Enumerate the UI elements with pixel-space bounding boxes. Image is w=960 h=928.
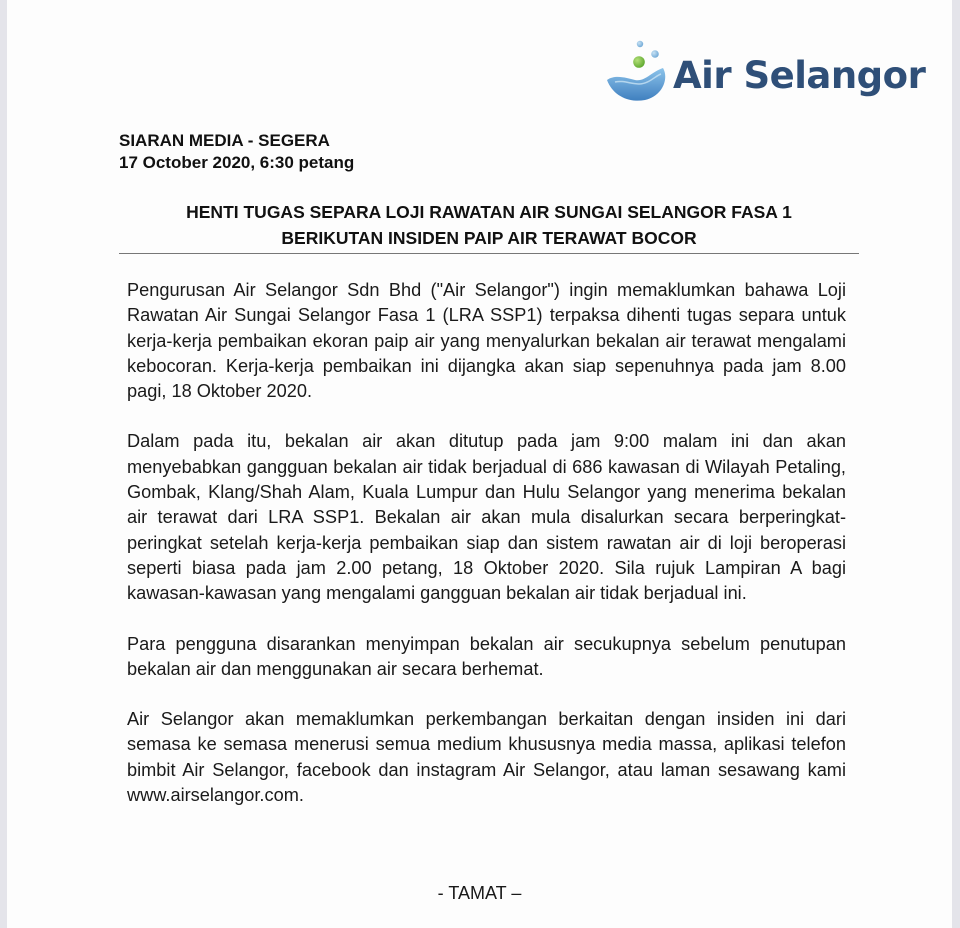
logo-text: Air Selangor — [673, 53, 926, 97]
headline-divider — [119, 253, 859, 254]
headline-line-1: HENTI TUGAS SEPARA LOJI RAWATAN AIR SUNGAI SELANGOR FASA 1 — [186, 202, 792, 222]
paragraph: Para pengguna disarankan menyimpan bekalan air secukupnya sebelum penutupan bekalan air dan menggunakan air secara berhemat. — [127, 633, 846, 679]
water-drop-logo-icon — [605, 38, 667, 102]
headline — [119, 199, 859, 251]
paragraph: Air Selangor akan memaklumkan perkembangan berkaitan dengan insiden ini dari semasa ke semasa menerusi semua medium khususnya media massa, aplikasi telefon bimbit Air Selangor, facebook dan instagram Air Selangor, atau laman sesawang kami www.airselangor.com. — [127, 709, 846, 806]
air-selangor-logo — [605, 38, 925, 102]
headline-line-2: BERIKUTAN INSIDEN PAIP AIR TERAWAT BOCOR — [281, 228, 697, 248]
release-type: SIARAN MEDIA - SEGERA — [119, 131, 330, 150]
release-datetime: 17 October 2020, 6:30 petang — [119, 153, 355, 172]
document-page — [7, 0, 952, 928]
press-release-body — [127, 278, 846, 833]
release-header — [119, 130, 354, 174]
paragraph: Pengurusan Air Selangor Sdn Bhd ("Air Selangor") ingin memaklumkan bahawa Loji Rawatan Air Sungai Selangor Fasa 1 (LRA SSP1) terpaksa dihenti tugas separa untuk kerja-kerja pembaikan ekoran paip air yang menyalurkan bekalan air terawat mengalami kebocoran. Kerja-kerja pembaikan ini dijangka akan siap sepenuhnya pada jam 8.00 pagi, 18 Oktober 2020. — [127, 280, 846, 402]
end-marker: - TAMAT – — [437, 883, 522, 903]
paragraph: Dalam pada itu, bekalan air akan ditutup pada jam 9:00 malam ini dan akan menyebabkan gangguan bekalan air tidak berjadual di 686 kawasan di Wilayah Petaling, Gombak, Klang/Shah Alam, Kuala Lumpur dan Hulu Selangor yang menerima bekalan air terawat dari LRA SSP1. Bekalan air akan mula disalurkan secara berperingkat-peringkat setelah kerja-kerja pembaikan siap dan sistem rawatan air di loji beroperasi seperti biasa pada jam 2.00 petang, 18 Oktober 2020. Sila rujuk Lampiran A bagi kawasan-kawasan yang mengalami gangguan bekalan air tidak berjadual ini. — [127, 431, 846, 604]
